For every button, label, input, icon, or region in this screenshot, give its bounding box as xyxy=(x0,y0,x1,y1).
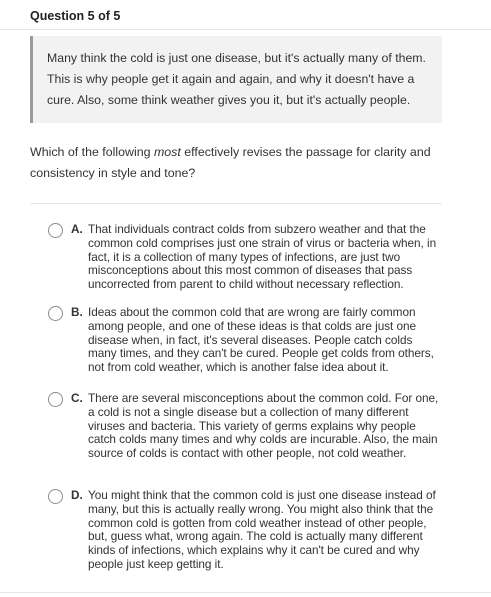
answer-option-a[interactable] xyxy=(48,223,448,293)
option-text-c: There are several misconceptions about the common cold. For one, a cold is not a single disease but a collection of many different viruses and bacteria. This variety of germs explains why people catch colds many times and why colds are incurable. Also, the main source of colds is contact with other people, not cold weather. xyxy=(88,391,439,461)
option-letter-b: B. xyxy=(71,305,83,319)
radio-button-c[interactable] xyxy=(48,392,63,407)
answer-option-b[interactable] xyxy=(48,306,448,376)
question-emphasis: most xyxy=(153,145,181,159)
question-prompt xyxy=(30,142,450,184)
divider xyxy=(30,203,442,204)
question-text-before: Which of the following xyxy=(30,145,154,159)
answer-option-d[interactable] xyxy=(48,489,448,573)
option-letter-a: A. xyxy=(71,222,83,236)
question-header xyxy=(0,0,491,30)
radio-button-a[interactable] xyxy=(48,223,63,238)
radio-button-d[interactable] xyxy=(48,489,63,504)
option-text-b: Ideas about the common cold that are wrong are fairly common among people, and one of these ideas is that colds are just one disease when, in fact, it's several diseases. People catch colds many times, and they can't be cured. People get colds from others, not from cold weather, which is another false idea about it. xyxy=(88,305,434,375)
passage-box xyxy=(30,36,442,123)
option-text-a: That individuals contract colds from subzero weather and that the common cold comprises just one strain of virus or bacteria when, in fact, it is a collection of many types of infections, are just two misconceptions about this most common of diseases that pass uncorrected from parent to child without necessary reflection. xyxy=(88,222,437,292)
passage-text: Many think the cold is just one disease, but it's actually many of them. This is why people get it again and again, and why it doesn't have a cure. Also, some think weather gives you it, but it's actually people. xyxy=(47,51,426,107)
question-counter: Question 5 of 5 xyxy=(30,9,121,23)
option-letter-c: C. xyxy=(71,391,83,405)
answer-option-c[interactable] xyxy=(48,392,448,476)
question-text-after: effectively revises the passage for clarity and consistency in style and tone? xyxy=(30,145,431,180)
option-text-d: You might think that the common cold is just one disease instead of many, but this is actually really wrong. You might also think that the common cold is gotten from cold weather instead of other people, but, guess what, wrong again. The cold is actually many different kinds of infections, which explains why it can't be cured and why people just keep getting it. xyxy=(88,488,436,571)
bottom-divider xyxy=(0,592,491,593)
radio-button-b[interactable] xyxy=(48,306,63,321)
option-letter-d: D. xyxy=(71,488,83,502)
